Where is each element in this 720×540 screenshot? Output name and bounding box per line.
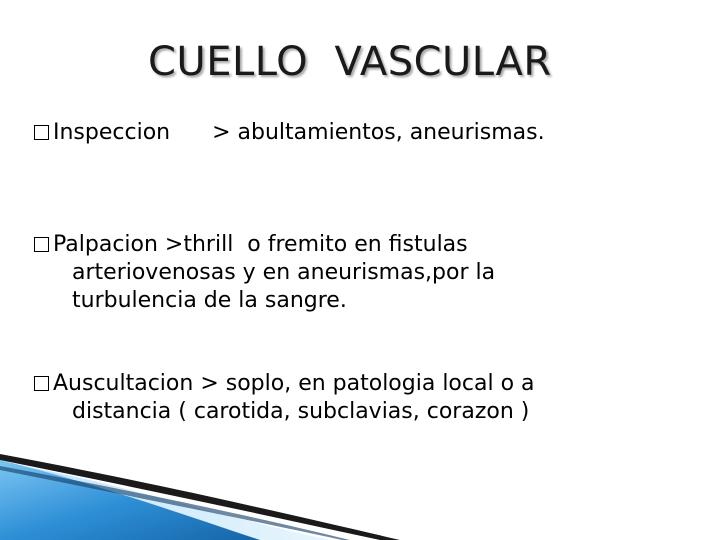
bullet-line: distancia ( carotida, subclavias, corazon )	[72, 399, 530, 424]
bullet-line: Auscultacion > soplo, en patologia local o a	[53, 371, 535, 396]
bullet-box-icon	[34, 376, 49, 391]
bullet-palpacion	[34, 231, 495, 315]
bullet-inspeccion	[34, 119, 545, 147]
bullet-box-icon	[34, 125, 49, 140]
bullet-box-icon	[34, 237, 49, 252]
decorative-swoosh	[0, 452, 720, 540]
bullet-auscultacion	[34, 370, 535, 426]
bullet-text: > abultamientos, aneurismas.	[212, 120, 545, 145]
bullet-line: turbulencia de la sangre.	[72, 288, 347, 313]
bullet-line: Palpacion >thrill o fremito en fistulas	[53, 232, 468, 257]
slide-title: CUELLO VASCULAR	[148, 39, 552, 85]
bullet-line: arteriovenosas y en aneurismas,por la	[72, 260, 496, 285]
bullet-term: Inspeccion	[53, 120, 171, 145]
